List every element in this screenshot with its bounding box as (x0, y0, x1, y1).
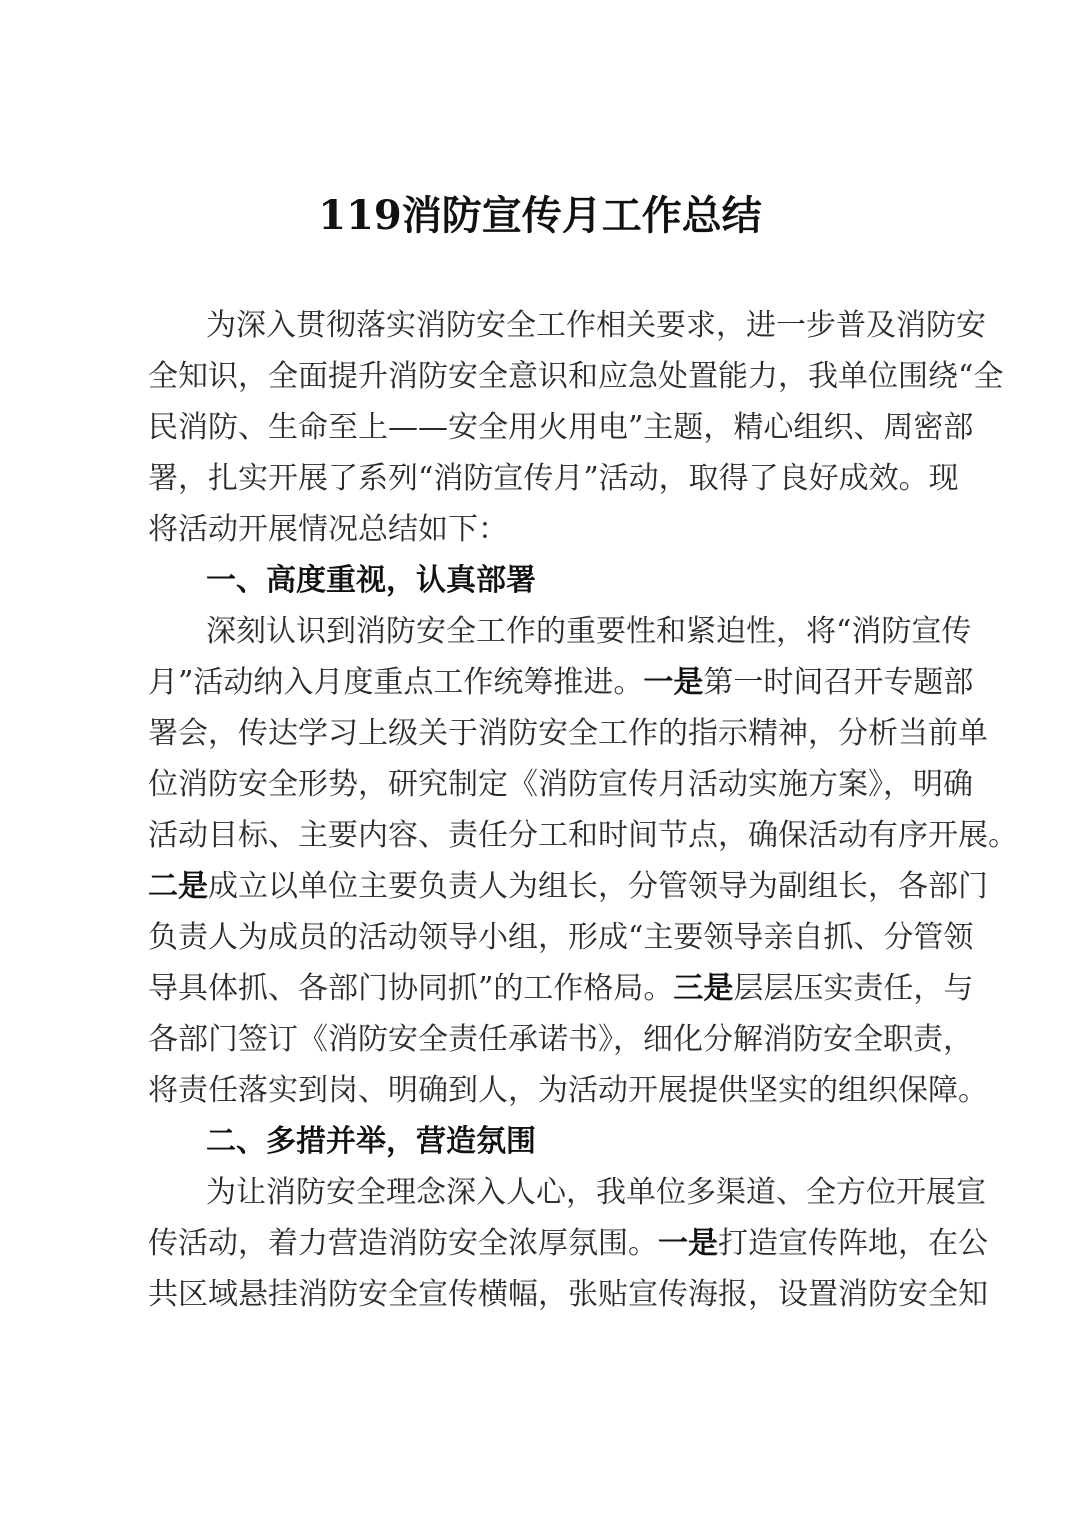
text-run: 各部门签订《消防安全责任承诺书》，细化分解消防安全职责， (148, 1022, 973, 1057)
paragraph-line (148, 351, 1004, 402)
text-run: 共区域悬挂消防安全宣传横幅，张贴宣传海报，设置消防安全知 (148, 1277, 988, 1312)
paragraph-line (148, 1269, 988, 1320)
paragraph-line (148, 1167, 986, 1218)
section-heading: 二、多措并举，营造氛围 (206, 1124, 536, 1159)
text-run: 活动目标、主要内容、责任分工和时间节点，确保活动有序开展。 (148, 818, 1018, 853)
text-run: 民消防、生命至上——安全用火用电”主题，精心组织、周密部 (148, 410, 974, 445)
text-run: 位消防安全形势，研究制定《消防宣传月活动实施方案》，明确 (148, 767, 973, 802)
text-run: 将责任落实到岗、明确到人，为活动开展提供坚实的组织保障。 (148, 1073, 988, 1108)
text-run: 成立以单位主要负责人为组长，分管领导为副组长，各部门 (208, 869, 988, 904)
paragraph-line (148, 912, 974, 963)
section-heading: 一、高度重视，认真部署 (206, 563, 536, 598)
text-run: 全知识，全面提升消防安全意识和应急处置能力，我单位围绕“全 (148, 359, 1004, 394)
paragraph-line (148, 963, 974, 1014)
text-run: 导具体抓、各部门协同抓”的工作格局。 (148, 971, 674, 1006)
paragraph-line (148, 657, 974, 708)
paragraph-line (148, 1014, 973, 1065)
text-run: 负责人为成员的活动领导小组，形成“主要领导亲自抓、分管领 (148, 920, 974, 955)
text-run: 为让消防安全理念深入人心，我单位多渠道、全方位开展宣 (206, 1175, 986, 1210)
paragraph-line (148, 402, 974, 453)
paragraph-line (148, 504, 946, 555)
text-run: 月”活动纳入月度重点工作统筹推进。 (148, 665, 644, 700)
text-run: 第一时间召开专题部 (703, 665, 974, 700)
emphasis-text: 一是 (643, 665, 704, 700)
paragraph-line (148, 759, 973, 810)
text-run: 为深入贯彻落实消防安全工作相关要求，进一步普及消防安 (206, 308, 986, 343)
paragraph-line (148, 1065, 988, 1116)
paragraph-line (148, 300, 986, 351)
text-run: 层层压实责任，与 (733, 971, 974, 1006)
emphasis-text: 三是 (673, 971, 734, 1006)
paragraph-line (148, 708, 988, 759)
document-body (148, 300, 1018, 1320)
emphasis-text: 一是 (658, 1226, 718, 1261)
document-title: 119消防宣传月工作总结 (318, 192, 762, 239)
paragraph-line (148, 810, 1018, 861)
text-run: 将活动开展情况总结如下： (148, 512, 508, 547)
text-run: 署，扎实开展了系列“消防宣传月”活动，取得了良好成效。现 (148, 461, 959, 496)
paragraph-line (148, 606, 972, 657)
text-run: 深刻认识到消防安全工作的重要性和紧迫性，将“消防宣传 (206, 614, 972, 649)
text-run: 打造宣传阵地，在公 (718, 1226, 988, 1261)
paragraph-line (148, 1218, 988, 1269)
text-run: 传活动，着力营造消防安全浓厚氛围。 (148, 1226, 658, 1261)
paragraph-line (148, 453, 959, 504)
text-run: 署会，传达学习上级关于消防安全工作的指示精神，分析当前单 (148, 716, 988, 751)
paragraph-line (148, 861, 988, 912)
emphasis-text: 二是 (148, 869, 208, 904)
